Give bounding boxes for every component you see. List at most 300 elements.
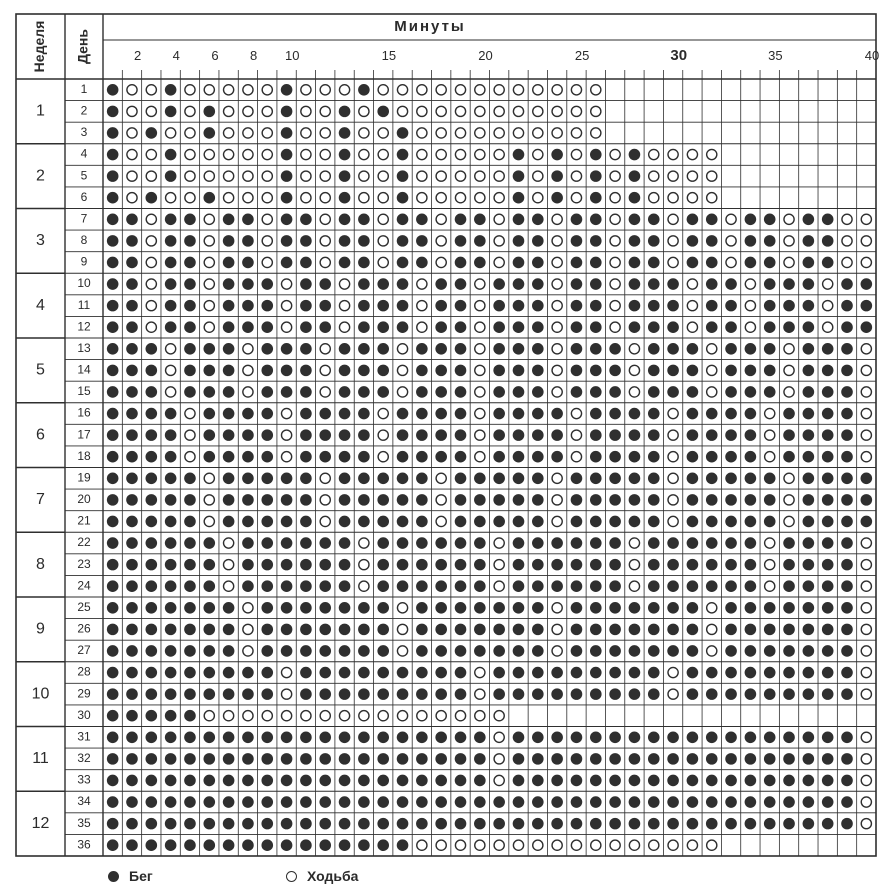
run-minute-mark bbox=[822, 645, 834, 657]
walk-minute-mark bbox=[455, 193, 465, 203]
week-label: 9 bbox=[36, 620, 45, 638]
day-label: 12 bbox=[77, 319, 91, 334]
walk-minute-mark bbox=[552, 257, 562, 267]
run-minute-mark bbox=[107, 537, 119, 549]
run-minute-mark bbox=[803, 645, 815, 657]
walk-minute-mark bbox=[146, 301, 156, 311]
walk-minute-mark bbox=[301, 193, 311, 203]
run-minute-mark bbox=[513, 731, 525, 743]
run-minute-mark bbox=[339, 494, 351, 506]
run-minute-mark bbox=[822, 580, 834, 592]
run-minute-mark bbox=[571, 796, 583, 808]
run-minute-mark bbox=[242, 688, 254, 700]
run-minute-mark bbox=[416, 516, 428, 528]
run-minute-mark bbox=[648, 753, 660, 765]
legend-run bbox=[108, 866, 153, 886]
run-minute-mark bbox=[474, 516, 486, 528]
run-minute-mark bbox=[203, 667, 215, 679]
run-minute-mark bbox=[687, 451, 699, 463]
run-minute-mark bbox=[416, 624, 428, 636]
run-minute-mark bbox=[841, 278, 853, 290]
run-minute-mark bbox=[300, 624, 312, 636]
walk-minute-mark bbox=[552, 301, 562, 311]
run-minute-mark bbox=[609, 580, 621, 592]
run-minute-mark bbox=[822, 365, 834, 377]
run-minute-mark bbox=[783, 688, 795, 700]
run-minute-mark bbox=[513, 213, 525, 225]
walk-minute-mark bbox=[494, 236, 504, 246]
run-minute-mark bbox=[532, 731, 544, 743]
run-minute-mark bbox=[377, 321, 389, 333]
run-minute-mark bbox=[146, 537, 158, 549]
run-minute-mark bbox=[165, 710, 177, 722]
walk-minute-mark bbox=[359, 711, 369, 721]
run-minute-mark bbox=[455, 796, 467, 808]
run-minute-mark bbox=[706, 753, 718, 765]
run-minute-mark bbox=[590, 235, 602, 247]
walk-minute-mark bbox=[378, 85, 388, 95]
day-label: 10 bbox=[77, 276, 91, 291]
run-minute-mark bbox=[532, 386, 544, 398]
run-minute-mark bbox=[165, 257, 177, 269]
run-minute-mark bbox=[358, 472, 370, 484]
run-minute-mark bbox=[706, 278, 718, 290]
week-label: 6 bbox=[36, 426, 45, 444]
run-minute-mark bbox=[358, 235, 370, 247]
run-minute-mark bbox=[764, 818, 776, 830]
run-minute-mark bbox=[242, 559, 254, 571]
walk-minute-mark bbox=[668, 149, 678, 159]
run-minute-mark bbox=[397, 753, 409, 765]
run-minute-mark bbox=[551, 559, 563, 571]
run-minute-mark bbox=[397, 667, 409, 679]
run-minute-mark bbox=[184, 667, 196, 679]
walk-minute-mark bbox=[475, 279, 485, 289]
minute-tick-label: 35 bbox=[768, 48, 783, 63]
run-minute-mark bbox=[493, 667, 505, 679]
run-minute-mark bbox=[126, 235, 138, 247]
walk-minute-mark bbox=[455, 840, 465, 850]
run-minute-mark bbox=[261, 365, 273, 377]
walk-minute-mark bbox=[281, 279, 291, 289]
run-minute-mark bbox=[474, 818, 486, 830]
run-minute-mark bbox=[319, 796, 331, 808]
run-minute-mark bbox=[455, 516, 467, 528]
run-minute-mark bbox=[261, 278, 273, 290]
walk-minute-mark bbox=[378, 214, 388, 224]
run-minute-mark bbox=[184, 494, 196, 506]
run-minute-mark bbox=[261, 796, 273, 808]
day-label: 17 bbox=[77, 427, 91, 442]
run-minute-mark bbox=[764, 667, 776, 679]
walk-minute-mark bbox=[436, 85, 446, 95]
run-minute-mark bbox=[165, 580, 177, 592]
walk-minute-mark bbox=[610, 193, 620, 203]
run-minute-mark bbox=[551, 580, 563, 592]
week-label: 8 bbox=[36, 555, 45, 573]
run-minute-mark bbox=[339, 213, 351, 225]
run-minute-mark bbox=[861, 472, 873, 484]
run-minute-mark bbox=[745, 624, 757, 636]
run-minute-mark bbox=[474, 602, 486, 614]
run-minute-mark bbox=[416, 365, 428, 377]
run-minute-mark bbox=[571, 278, 583, 290]
run-minute-mark bbox=[783, 731, 795, 743]
run-minute-mark bbox=[648, 386, 660, 398]
run-minute-mark bbox=[377, 667, 389, 679]
walk-minute-mark bbox=[281, 430, 291, 440]
minute-tick-label: 10 bbox=[285, 48, 300, 63]
run-minute-mark bbox=[184, 580, 196, 592]
run-minute-mark bbox=[358, 516, 370, 528]
run-minute-mark bbox=[590, 365, 602, 377]
run-minute-mark bbox=[242, 429, 254, 441]
run-minute-mark bbox=[861, 494, 873, 506]
run-minute-mark bbox=[571, 688, 583, 700]
day-label: 11 bbox=[77, 297, 91, 312]
walk-minute-mark bbox=[861, 624, 871, 634]
walk-minute-mark bbox=[668, 236, 678, 246]
walk-minute-mark bbox=[146, 214, 156, 224]
run-minute-mark bbox=[126, 667, 138, 679]
walk-minute-mark bbox=[765, 581, 775, 591]
run-minute-mark bbox=[223, 645, 235, 657]
run-minute-mark bbox=[803, 429, 815, 441]
run-minute-mark bbox=[571, 667, 583, 679]
run-minute-mark bbox=[745, 386, 757, 398]
walk-minute-mark bbox=[571, 193, 581, 203]
walk-minute-mark bbox=[861, 754, 871, 764]
run-minute-mark bbox=[107, 127, 119, 139]
walk-minute-mark bbox=[185, 193, 195, 203]
run-minute-mark bbox=[667, 753, 679, 765]
walk-minute-mark bbox=[745, 322, 755, 332]
walk-minute-mark bbox=[494, 171, 504, 181]
walk-minute-mark bbox=[552, 646, 562, 656]
walk-minute-mark bbox=[127, 149, 137, 159]
run-minute-mark bbox=[551, 818, 563, 830]
walk-minute-mark bbox=[649, 171, 659, 181]
run-minute-mark bbox=[764, 321, 776, 333]
run-minute-mark bbox=[590, 149, 602, 161]
run-minute-mark bbox=[725, 494, 737, 506]
run-minute-mark bbox=[300, 516, 312, 528]
run-minute-mark bbox=[165, 84, 177, 96]
run-minute-mark bbox=[725, 731, 737, 743]
minutes-header: Минуты bbox=[394, 18, 466, 35]
run-minute-mark bbox=[358, 688, 370, 700]
walk-minute-mark bbox=[494, 732, 504, 742]
walk-minute-mark bbox=[378, 149, 388, 159]
run-minute-mark bbox=[300, 408, 312, 420]
run-minute-mark bbox=[184, 753, 196, 765]
run-minute-mark bbox=[107, 278, 119, 290]
run-minute-mark bbox=[629, 472, 641, 484]
run-minute-mark bbox=[590, 213, 602, 225]
walk-minute-mark bbox=[339, 85, 349, 95]
run-minute-mark bbox=[339, 775, 351, 787]
walk-minute-mark bbox=[320, 236, 330, 246]
run-minute-mark bbox=[590, 559, 602, 571]
run-minute-mark bbox=[687, 667, 699, 679]
walk-minute-mark bbox=[861, 646, 871, 656]
run-minute-mark bbox=[126, 516, 138, 528]
run-minute-mark bbox=[841, 516, 853, 528]
day-label: 16 bbox=[77, 405, 91, 420]
run-minute-mark bbox=[126, 537, 138, 549]
day-header: День bbox=[74, 29, 91, 64]
run-minute-mark bbox=[822, 624, 834, 636]
run-minute-mark bbox=[474, 753, 486, 765]
run-minute-mark bbox=[281, 235, 293, 247]
run-minute-mark bbox=[687, 796, 699, 808]
walk-minute-mark bbox=[475, 452, 485, 462]
run-minute-mark bbox=[783, 559, 795, 571]
walk-minute-mark bbox=[784, 236, 794, 246]
run-minute-mark bbox=[203, 192, 215, 204]
run-minute-mark bbox=[281, 559, 293, 571]
walk-minute-mark bbox=[417, 85, 427, 95]
run-minute-mark bbox=[590, 192, 602, 204]
walk-minute-mark bbox=[436, 149, 446, 159]
run-minute-mark bbox=[397, 537, 409, 549]
walk-minute-mark bbox=[281, 452, 291, 462]
walk-minute-mark bbox=[243, 171, 253, 181]
run-minute-mark bbox=[609, 365, 621, 377]
run-minute-mark bbox=[764, 278, 776, 290]
walk-minute-mark bbox=[475, 149, 485, 159]
walk-minute-mark bbox=[127, 106, 137, 116]
run-minute-mark bbox=[745, 688, 757, 700]
walk-minute-mark bbox=[262, 85, 272, 95]
run-minute-mark bbox=[764, 645, 776, 657]
run-minute-mark bbox=[165, 839, 177, 851]
walk-minute-mark bbox=[378, 128, 388, 138]
walk-minute-mark bbox=[475, 301, 485, 311]
walk-minute-mark bbox=[301, 711, 311, 721]
walk-minute-mark bbox=[166, 128, 176, 138]
run-minute-mark bbox=[339, 688, 351, 700]
run-minute-mark bbox=[281, 624, 293, 636]
run-minute-mark bbox=[107, 84, 119, 96]
walk-minute-mark bbox=[281, 322, 291, 332]
walk-minute-mark bbox=[707, 149, 717, 159]
run-minute-mark bbox=[841, 451, 853, 463]
run-minute-mark bbox=[184, 235, 196, 247]
run-minute-mark bbox=[300, 213, 312, 225]
run-minute-mark bbox=[667, 645, 679, 657]
minute-tick-label: 4 bbox=[172, 48, 180, 63]
run-minute-mark bbox=[513, 602, 525, 614]
run-minute-mark bbox=[513, 645, 525, 657]
walk-minute-mark bbox=[281, 301, 291, 311]
day-label: 18 bbox=[77, 448, 91, 463]
walk-minute-mark bbox=[475, 85, 485, 95]
run-minute-mark bbox=[126, 645, 138, 657]
walk-minute-mark bbox=[552, 365, 562, 375]
run-minute-mark bbox=[107, 559, 119, 571]
run-minute-mark bbox=[609, 408, 621, 420]
run-minute-mark bbox=[609, 516, 621, 528]
run-minute-mark bbox=[687, 775, 699, 787]
run-minute-mark bbox=[706, 300, 718, 312]
run-minute-mark bbox=[242, 516, 254, 528]
run-minute-mark bbox=[841, 537, 853, 549]
walk-minute-mark bbox=[243, 149, 253, 159]
run-minute-mark bbox=[571, 235, 583, 247]
run-minute-mark bbox=[474, 559, 486, 571]
run-minute-mark bbox=[397, 213, 409, 225]
walk-minute-mark bbox=[224, 128, 234, 138]
run-minute-mark bbox=[590, 343, 602, 355]
run-minute-mark bbox=[532, 559, 544, 571]
run-minute-mark bbox=[706, 494, 718, 506]
walk-minute-mark bbox=[243, 106, 253, 116]
run-minute-mark bbox=[435, 775, 447, 787]
run-minute-mark bbox=[435, 688, 447, 700]
walk-minute-mark bbox=[224, 193, 234, 203]
walk-minute-mark bbox=[571, 106, 581, 116]
run-minute-mark bbox=[822, 494, 834, 506]
run-minute-mark bbox=[706, 257, 718, 269]
run-minute-mark bbox=[358, 839, 370, 851]
walk-minute-mark bbox=[224, 149, 234, 159]
walk-minute-mark bbox=[378, 236, 388, 246]
run-minute-mark bbox=[551, 753, 563, 765]
run-minute-mark bbox=[803, 602, 815, 614]
run-minute-mark bbox=[783, 278, 795, 290]
run-minute-mark bbox=[377, 300, 389, 312]
run-minute-mark bbox=[146, 386, 158, 398]
run-minute-mark bbox=[223, 451, 235, 463]
run-minute-mark bbox=[261, 645, 273, 657]
walk-minute-mark bbox=[417, 149, 427, 159]
walk-minute-mark bbox=[397, 646, 407, 656]
run-minute-mark bbox=[261, 343, 273, 355]
walk-minute-mark bbox=[784, 344, 794, 354]
run-minute-mark bbox=[339, 429, 351, 441]
run-minute-mark bbox=[435, 818, 447, 830]
run-minute-mark bbox=[165, 300, 177, 312]
run-minute-mark bbox=[590, 645, 602, 657]
run-minute-mark bbox=[629, 429, 641, 441]
run-minute-mark bbox=[629, 170, 641, 182]
run-minute-mark bbox=[590, 775, 602, 787]
run-minute-mark bbox=[203, 688, 215, 700]
run-minute-mark bbox=[358, 84, 370, 96]
run-minute-mark bbox=[416, 257, 428, 269]
run-minute-mark bbox=[358, 731, 370, 743]
run-minute-mark bbox=[590, 537, 602, 549]
run-minute-mark bbox=[300, 775, 312, 787]
run-minute-mark bbox=[590, 472, 602, 484]
run-minute-mark bbox=[803, 408, 815, 420]
walk-minute-mark bbox=[707, 646, 717, 656]
run-minute-mark bbox=[339, 386, 351, 398]
run-minute-mark bbox=[706, 580, 718, 592]
run-minute-mark bbox=[648, 645, 660, 657]
run-minute-mark bbox=[339, 753, 351, 765]
walk-minute-mark bbox=[397, 603, 407, 613]
run-minute-mark bbox=[339, 559, 351, 571]
run-minute-mark bbox=[822, 602, 834, 614]
run-minute-mark bbox=[725, 624, 737, 636]
walk-minute-mark bbox=[610, 257, 620, 267]
minute-tick-label: 8 bbox=[249, 48, 258, 63]
run-minute-mark bbox=[377, 753, 389, 765]
run-minute-mark bbox=[416, 408, 428, 420]
walk-minute-mark bbox=[301, 149, 311, 159]
run-minute-mark bbox=[648, 213, 660, 225]
run-minute-mark bbox=[474, 257, 486, 269]
walk-minute-mark bbox=[224, 171, 234, 181]
run-minute-mark bbox=[822, 451, 834, 463]
run-minute-mark bbox=[397, 731, 409, 743]
walk-minute-mark bbox=[146, 322, 156, 332]
walk-minute-mark bbox=[475, 128, 485, 138]
walk-minute-mark bbox=[436, 257, 446, 267]
run-minute-mark bbox=[629, 278, 641, 290]
week-label: 4 bbox=[36, 296, 45, 314]
run-minute-mark bbox=[107, 257, 119, 269]
run-minute-mark bbox=[455, 408, 467, 420]
walk-minute-mark bbox=[224, 581, 234, 591]
run-minute-mark bbox=[223, 731, 235, 743]
run-minute-mark bbox=[455, 429, 467, 441]
run-minute-mark bbox=[300, 386, 312, 398]
minute-tick-label: 15 bbox=[381, 48, 397, 63]
run-minute-mark bbox=[339, 839, 351, 851]
run-minute-mark bbox=[783, 537, 795, 549]
walk-minute-mark bbox=[146, 85, 156, 95]
walk-minute-mark bbox=[784, 473, 794, 483]
run-minute-mark bbox=[261, 731, 273, 743]
walk-minute-mark bbox=[455, 711, 465, 721]
day-label: 24 bbox=[77, 578, 91, 593]
run-minute-mark bbox=[571, 624, 583, 636]
day-label: 13 bbox=[77, 340, 91, 355]
run-minute-mark bbox=[377, 559, 389, 571]
run-minute-mark bbox=[165, 731, 177, 743]
run-minute-mark bbox=[687, 559, 699, 571]
run-minute-mark bbox=[803, 257, 815, 269]
walk-minute-mark bbox=[552, 85, 562, 95]
run-minute-mark bbox=[435, 365, 447, 377]
walk-minute-mark bbox=[146, 149, 156, 159]
run-minute-mark bbox=[300, 429, 312, 441]
run-minute-mark bbox=[165, 645, 177, 657]
run-minute-mark bbox=[783, 667, 795, 679]
run-minute-mark bbox=[745, 494, 757, 506]
walk-minute-mark bbox=[243, 344, 253, 354]
run-minute-mark bbox=[474, 624, 486, 636]
walk-minute-mark bbox=[494, 538, 504, 548]
run-minute-mark bbox=[706, 775, 718, 787]
run-minute-mark bbox=[571, 213, 583, 225]
run-minute-mark bbox=[783, 818, 795, 830]
run-minute-mark bbox=[629, 645, 641, 657]
run-minute-mark bbox=[416, 645, 428, 657]
run-minute-mark bbox=[590, 429, 602, 441]
walk-minute-mark bbox=[552, 279, 562, 289]
run-minute-mark bbox=[822, 775, 834, 787]
run-minute-mark bbox=[571, 753, 583, 765]
run-minute-mark bbox=[300, 688, 312, 700]
run-minute-mark bbox=[745, 753, 757, 765]
run-minute-mark bbox=[745, 235, 757, 247]
run-minute-mark bbox=[667, 537, 679, 549]
run-minute-mark bbox=[319, 667, 331, 679]
